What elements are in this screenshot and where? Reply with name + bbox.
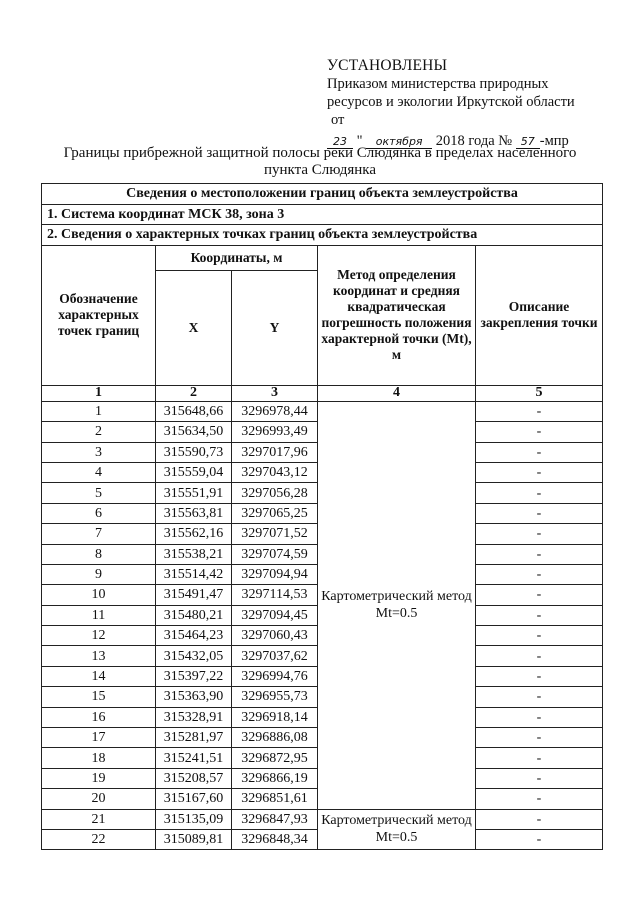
header-designation: Обозначение характерных точек границ: [42, 245, 156, 385]
coordinate-system: 1. Система координат МСК 38, зона 3: [42, 204, 603, 225]
coordinate-y: 3296978,44: [232, 401, 318, 421]
coordinate-x: 315634,50: [156, 422, 232, 442]
point-description: -: [476, 666, 603, 686]
coordinate-y: 3297017,96: [232, 442, 318, 462]
point-number: 6: [42, 503, 156, 523]
point-description: -: [476, 442, 603, 462]
coordinate-y: 3297037,62: [232, 646, 318, 666]
order-suffix: -мпр: [539, 133, 569, 149]
coordinate-y: 3296955,73: [232, 687, 318, 707]
coordinate-x: 315135,09: [156, 809, 232, 829]
points-title: 2. Сведения о характерных точках границ объекта землеустройства: [42, 225, 603, 246]
point-number: 15: [42, 687, 156, 707]
approval-from: от: [331, 112, 345, 128]
point-description: -: [476, 422, 603, 442]
section-title: Сведения о местоположении границ объекта землеустройства: [42, 184, 603, 205]
coordinate-x: 315432,05: [156, 646, 232, 666]
point-number: 22: [42, 829, 156, 849]
coordinate-y: 3297071,52: [232, 524, 318, 544]
point-description: -: [476, 789, 603, 809]
point-description: -: [476, 707, 603, 727]
column-number: 3: [232, 385, 318, 401]
table-row: [42, 401, 603, 421]
point-number: 10: [42, 585, 156, 605]
coordinate-y: 3296848,34: [232, 829, 318, 849]
coordinate-x: 315562,16: [156, 524, 232, 544]
point-number: 18: [42, 748, 156, 768]
method-cell: Картометрический метод Mt=0.5: [318, 401, 476, 809]
coordinate-y: 3297094,94: [232, 564, 318, 584]
coordinate-y: 3297056,28: [232, 483, 318, 503]
coordinate-x: 315281,97: [156, 728, 232, 748]
point-number: 19: [42, 768, 156, 788]
number-handwritten: 57: [516, 135, 540, 149]
header-description: Описание закрепления точки: [476, 245, 603, 385]
coordinate-y: 3297043,12: [232, 462, 318, 482]
header-coordinates: Координаты, м: [156, 245, 318, 270]
point-number: 20: [42, 789, 156, 809]
method-cell: Картометрический метод Mt=0.5: [318, 809, 476, 850]
point-description: -: [476, 728, 603, 748]
month-handwritten: октября: [366, 135, 432, 149]
coordinate-y: 3296918,14: [232, 707, 318, 727]
point-number: 7: [42, 524, 156, 544]
point-number: 16: [42, 707, 156, 727]
coordinate-x: 315648,66: [156, 401, 232, 421]
boundary-points-table: [41, 183, 603, 850]
point-number: 3: [42, 442, 156, 462]
point-number: 11: [42, 605, 156, 625]
header-method: Метод определения координат и средняя квадратическая погрешность положения характерной точки (Mt), м: [318, 245, 476, 385]
point-number: 14: [42, 666, 156, 686]
coordinate-y: 3296866,19: [232, 768, 318, 788]
point-number: 13: [42, 646, 156, 666]
point-number: 17: [42, 728, 156, 748]
point-number: 8: [42, 544, 156, 564]
point-description: -: [476, 626, 603, 646]
coordinate-x: 315464,23: [156, 626, 232, 646]
coordinate-x: 315363,90: [156, 687, 232, 707]
coordinate-x: 315491,47: [156, 585, 232, 605]
coordinate-y: 3297094,45: [232, 605, 318, 625]
approval-heading: УСТАНОВЛЕНЫ: [327, 57, 448, 74]
coordinate-x: 315551,91: [156, 483, 232, 503]
coordinate-x: 315089,81: [156, 829, 232, 849]
coordinate-y: 3297114,53: [232, 585, 318, 605]
column-number: 2: [156, 385, 232, 401]
coordinate-y: 3296851,61: [232, 789, 318, 809]
document-title: Границы прибрежной защитной полосы реки Слюдянка в пределах населенного пункта Слюдянка: [63, 145, 577, 178]
point-description: -: [476, 401, 603, 421]
column-number: 1: [42, 385, 156, 401]
point-description: -: [476, 483, 603, 503]
point-number: 4: [42, 462, 156, 482]
point-description: -: [476, 585, 603, 605]
point-number: 21: [42, 809, 156, 829]
column-number: 4: [318, 385, 476, 401]
point-description: -: [476, 748, 603, 768]
coordinate-y: 3297065,25: [232, 503, 318, 523]
coordinate-x: 315208,57: [156, 768, 232, 788]
point-description: -: [476, 524, 603, 544]
coordinate-y: 3296872,95: [232, 748, 318, 768]
point-number: 5: [42, 483, 156, 503]
coordinate-x: 315590,73: [156, 442, 232, 462]
coordinate-x: 315328,91: [156, 707, 232, 727]
coordinate-x: 315167,60: [156, 789, 232, 809]
day-handwritten: 23: [327, 135, 353, 149]
approval-line-2: ресурсов и экологии Иркутской области: [327, 94, 575, 110]
point-description: -: [476, 462, 603, 482]
coordinate-y: 3297060,43: [232, 626, 318, 646]
coordinate-y: 3297074,59: [232, 544, 318, 564]
point-description: -: [476, 768, 603, 788]
point-number: 1: [42, 401, 156, 421]
coordinate-x: 315563,81: [156, 503, 232, 523]
point-description: -: [476, 605, 603, 625]
coordinate-x: 315241,51: [156, 748, 232, 768]
point-number: 9: [42, 564, 156, 584]
coordinate-x: 315514,42: [156, 564, 232, 584]
header-x: X: [156, 270, 232, 385]
point-description: -: [476, 687, 603, 707]
table-row: [42, 809, 603, 829]
point-description: -: [476, 564, 603, 584]
column-number: 5: [476, 385, 603, 401]
header-y: Y: [232, 270, 318, 385]
coordinate-x: 315480,21: [156, 605, 232, 625]
coordinate-x: 315397,22: [156, 666, 232, 686]
coordinate-y: 3296847,93: [232, 809, 318, 829]
point-number: 2: [42, 422, 156, 442]
point-number: 12: [42, 626, 156, 646]
approval-line-1: Приказом министерства природных: [327, 76, 549, 92]
coordinate-y: 3296993,49: [232, 422, 318, 442]
point-description: -: [476, 544, 603, 564]
coordinate-y: 3296994,76: [232, 666, 318, 686]
year-text: 2018 года №: [435, 133, 513, 149]
quote-mark: ": [356, 133, 363, 149]
coordinate-x: 315559,04: [156, 462, 232, 482]
approval-block: [327, 57, 617, 150]
coordinate-y: 3296886,08: [232, 728, 318, 748]
point-description: -: [476, 829, 603, 849]
point-description: -: [476, 646, 603, 666]
point-description: -: [476, 809, 603, 829]
point-description: -: [476, 503, 603, 523]
coordinate-x: 315538,21: [156, 544, 232, 564]
